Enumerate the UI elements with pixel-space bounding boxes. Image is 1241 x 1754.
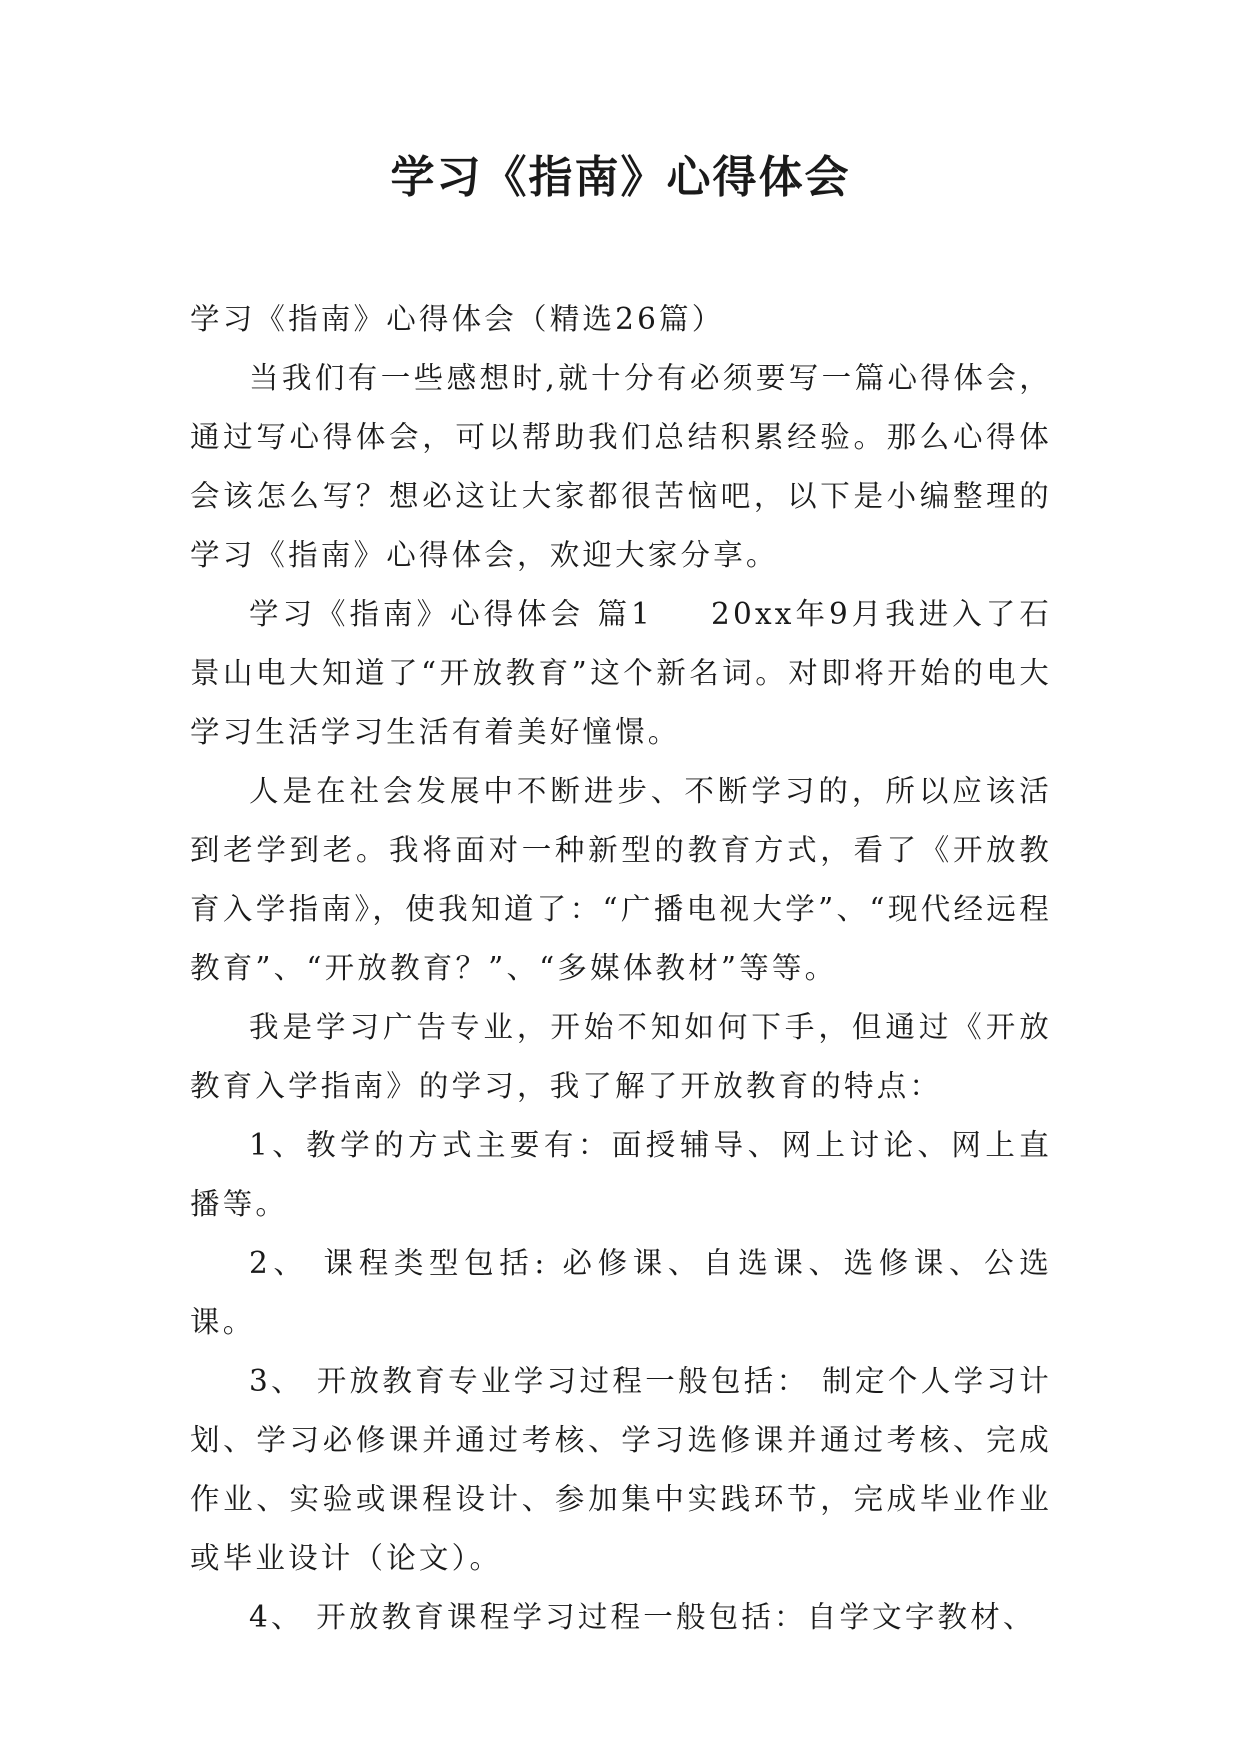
document-title: 学习《指南》心得体会 [390,152,851,203]
list-item-3: 3、 开放教育专业学习过程一般包括： 制定个人学习计划、学习必修课并通过考核、学习选修课并通过考核、完成作业、实验或课程设计、参加集中实践环节，完成毕业作业或毕业设计（论文）。 [190,1364,1052,1575]
paragraph-major: 我是学习广告专业，开始不知如何下手，但通过《开放教育入学指南》的学习，我了解了开放教育的特点： [190,1010,1052,1103]
section-1-heading: 学习《指南》心得体会 篇1 [249,597,654,631]
section-1-paragraph [190,585,1052,762]
list-item-1: 1、教学的方式主要有：面授辅导、网上讨论、网上直播等。 [190,1128,1052,1221]
section-1-continuation: 电大学习生活学习生活有着美好憧憬。 [190,656,1052,749]
list-item-2: 2、 课程类型包括: 必修课、自选课、选修课、公选课。 [190,1246,1052,1339]
list-item-4: 4、 开放教育课程学习过程一般包括：自学文字教材、 [249,1600,1036,1634]
paragraph-lifelong-learning: 人是在社会发展中不断进步、不断学习的，所以应该活到老学到老。我将面对一种新型的教育方式，看了《开放教育入学指南》，使我知道了：“广播电视大学”、“现代经远程教育”、“开放教育？”、“多媒体教材”等等。 [190,774,1052,985]
document-body [190,290,1052,1647]
intro-paragraph: 当我们有一些感想时,就十分有必须要写一篇心得体会，通过写心得体会，可以帮助我们总结积累经验。那么心得体会该怎么写？想必这让大家都很苦恼吧，以下是小编整理的学习《指南》心得体会，欢迎大家分享。 [190,361,1052,572]
document-subtitle: 学习《指南》心得体会（精选26篇） [190,302,725,336]
section-1-text: 20xx年9月我进入了石景山电大知道了“开放教育”这个新名词。对即将开始的 [190,597,1053,690]
